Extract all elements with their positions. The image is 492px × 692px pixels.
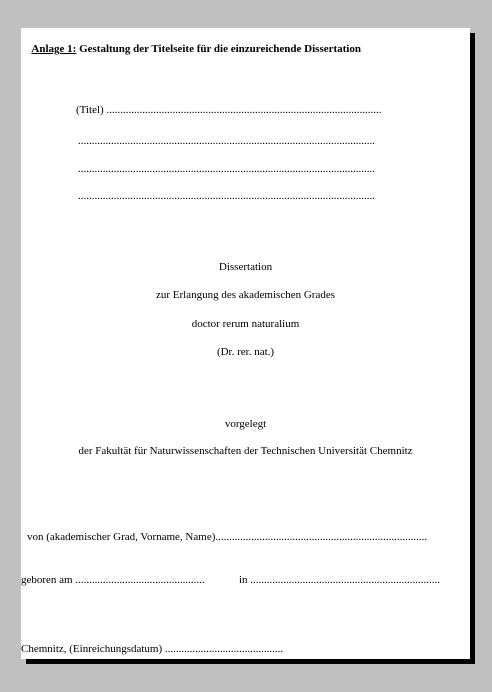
title-line-4: ............................................................................................................: [78, 190, 375, 202]
degree-line-purpose: zur Erlangung des akademischen Grades: [156, 289, 335, 301]
heading-text: Gestaltung der Titelseite für die einzureichende Dissertation: [76, 43, 361, 55]
birth-date-line: geboren am ...............................................: [21, 574, 205, 586]
submission-date-line: Chemnitz, (Einreichungsdatum) ...........................................: [21, 643, 284, 655]
title-line-1: (Titel) ....................................................................................................: [76, 104, 382, 116]
author-line: von (akademischer Grad, Vorname, Name).............................................................................: [27, 531, 428, 543]
title-line-3: ............................................................................................................: [78, 163, 375, 175]
title-line-2: ............................................................................................................: [78, 135, 375, 147]
heading-prefix: Anlage 1:: [31, 43, 77, 55]
degree-line-dissertation: Dissertation: [218, 261, 273, 273]
submitted-line: vorgelegt: [224, 418, 267, 430]
degree-line-abbrev: (Dr. rer. nat.): [216, 346, 275, 358]
birth-place-line: in .....................................................................: [239, 574, 441, 586]
degree-line-latin: doctor rerum naturalium: [191, 318, 300, 330]
document-page: [21, 28, 470, 659]
page-heading: [21, 30, 361, 69]
faculty-line: der Fakultät für Naturwissenschaften der Technischen Universität Chemnitz: [78, 445, 413, 457]
